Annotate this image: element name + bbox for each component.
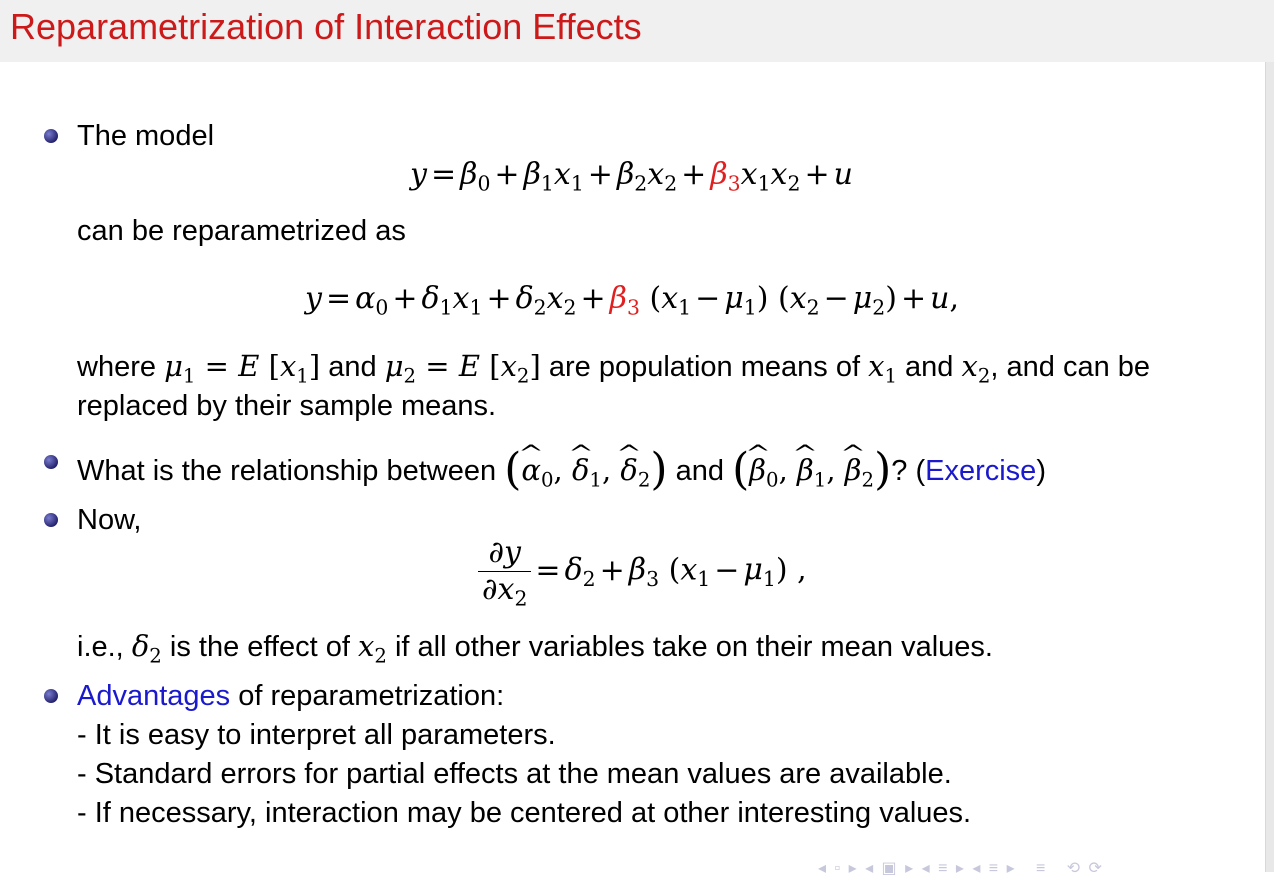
where-line-2: replaced by their sample means. xyxy=(77,390,497,422)
advantage-item: - It is easy to interpret all parameters. xyxy=(77,719,556,751)
advantage-item: - If necessary, interaction may be centered at other interesting values. xyxy=(77,797,972,829)
ie-line: i.e., $\delta_2$ is the effect of $x_2$ if all other variables take on their mean values. xyxy=(77,629,993,668)
beamer-navigation-icons[interactable]: ◂ ▫ ▸ ◂ ▣ ▸ ◂ ≡ ▸ ◂ ≡ ▸ ≡ ⟲ ⟳ xyxy=(818,860,1104,877)
reparam-text: can be reparametrized as xyxy=(77,215,406,247)
equation-partial-derivative: $\frac{\partial y}{\partial x_2}$ = $\delta_2 + \beta_3$ $(x_1 - \mu_1)$ , xyxy=(478,538,807,605)
bullet-icon xyxy=(44,455,58,469)
equation-reparametrized: $y = \alpha_0 + \delta_1x_1 + \delta_2x_2 + \beta_3$ $(x_1 - \mu_1) (x_2 - \mu_2) + u$, xyxy=(305,281,959,320)
relationship-question: What is the relationship between (^ $\alpha_0$, ^ $\delta_1$, ^ $\delta_2$) and (^ $\beta_0$, ^ $\beta_1$, ^ $\beta_2$)? (Exercise) xyxy=(77,448,1046,492)
advantage-item: - Standard errors for partial effects at the mean values are available. xyxy=(77,758,952,790)
now-text: Now, xyxy=(77,504,142,536)
bullet-icon xyxy=(44,689,58,703)
advantages-link[interactable]: Advantages xyxy=(77,680,231,712)
scrollbar[interactable] xyxy=(1265,62,1274,872)
bullet-model-text: The model xyxy=(77,120,215,152)
slide-title: Reparametrization of Interaction Effects xyxy=(10,6,642,47)
slide-header xyxy=(0,0,1274,62)
advantages-line: Advantages of reparametrization: xyxy=(77,680,505,712)
exercise-link[interactable]: Exercise xyxy=(925,455,1037,487)
where-line: where $\mu_1 = E$ $[x_1]$ and $\mu_2 = E$ $[x_2]$ are population means of $x_1$ and $x_2$, and can be xyxy=(77,349,1151,388)
equation-model: $y = \beta_0 + \beta_1x_1 + \beta_2x_2 + \beta_3x_1x_2 + u$ xyxy=(410,157,853,196)
bullet-icon xyxy=(44,513,58,527)
bullet-icon xyxy=(44,129,58,143)
